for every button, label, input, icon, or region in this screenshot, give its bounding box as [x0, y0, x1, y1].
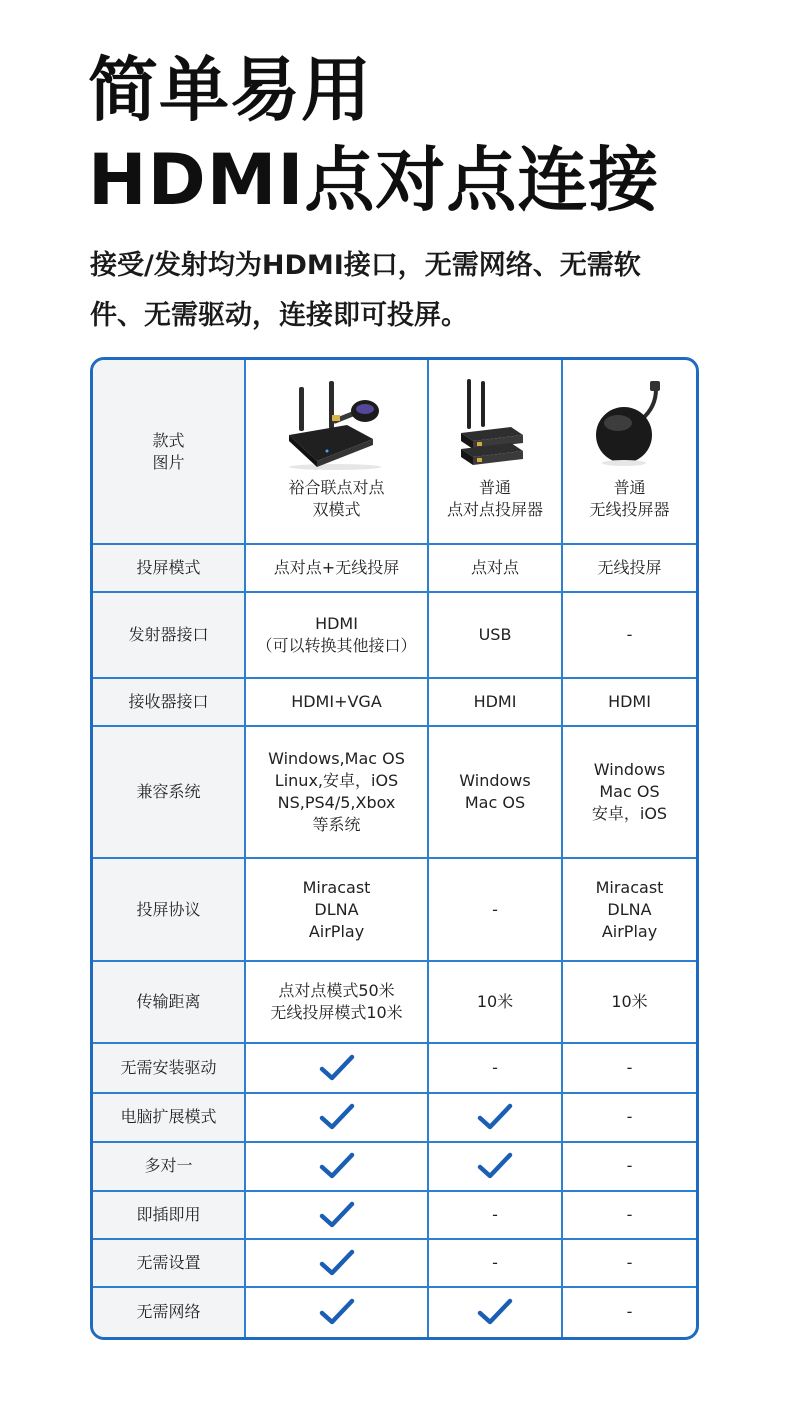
- row-no-driver: [93, 1043, 696, 1093]
- check-cell: [245, 1287, 428, 1337]
- check-cell: [428, 1287, 562, 1337]
- check-icon: [319, 1249, 355, 1277]
- check-cell: [245, 1239, 428, 1287]
- subtitle-line1: 接受/发射均为HDMI接口，无需网络、无需软: [90, 250, 641, 281]
- value-cell: -: [562, 1043, 696, 1093]
- row-label-cell: 传输距离: [93, 961, 245, 1043]
- comparison-table: [90, 357, 699, 1340]
- row-pc-extend-mode: [93, 1093, 696, 1142]
- row-label-cell: 投屏模式: [93, 544, 245, 592]
- value-cell: Windows,Mac OS Linux,安卓，iOS NS,PS4/5,Xbox 等系统: [245, 726, 428, 858]
- check-cell: [245, 1093, 428, 1142]
- row-transmission-distance: [93, 961, 696, 1043]
- value-cell: 10米: [428, 961, 562, 1043]
- row-no-network: [93, 1287, 696, 1337]
- check-cell: [245, 1142, 428, 1191]
- check-icon: [319, 1103, 355, 1131]
- check-cell: [245, 1043, 428, 1093]
- value-cell: 10米: [562, 961, 696, 1043]
- row-label-cell: 发射器接口: [93, 592, 245, 678]
- header-label-cell: 款式 图片: [93, 360, 245, 544]
- check-icon: [477, 1103, 513, 1131]
- check-icon: [319, 1201, 355, 1229]
- product-name: 裕合联点对点 双模式: [288, 478, 385, 520]
- check-icon: [319, 1152, 355, 1180]
- value-cell: -: [428, 858, 562, 960]
- product-cell-p2p: [428, 360, 562, 544]
- check-cell: [428, 1093, 562, 1142]
- check-cell: [245, 1191, 428, 1239]
- value-cell: -: [428, 1239, 562, 1287]
- page-title-line1: 简单易用: [88, 49, 372, 131]
- product-cell-dual-mode: [245, 360, 428, 544]
- row-transmitter-port: [93, 592, 696, 678]
- row-plug-and-play: [93, 1191, 696, 1239]
- value-cell: USB: [428, 592, 562, 678]
- value-cell: -: [562, 592, 696, 678]
- row-label-cell: 无需网络: [93, 1287, 245, 1337]
- value-cell: -: [428, 1191, 562, 1239]
- table-header-row: [93, 360, 696, 544]
- value-cell: HDMI+VGA: [245, 678, 428, 726]
- value-cell: -: [562, 1239, 696, 1287]
- value-cell: HDMI: [562, 678, 696, 726]
- value-cell: 点对点: [428, 544, 562, 592]
- row-label-cell: 电脑扩展模式: [93, 1093, 245, 1142]
- extender-antenna-image: [455, 379, 535, 471]
- row-label-cell: 多对一: [93, 1142, 245, 1191]
- row-no-setup: [93, 1239, 696, 1287]
- row-cast-mode: [93, 544, 696, 592]
- chromecast-dongle-image: [590, 379, 670, 471]
- value-cell: -: [428, 1043, 562, 1093]
- value-cell: Miracast DLNA AirPlay: [245, 858, 428, 960]
- check-cell: [428, 1142, 562, 1191]
- page-title-line2: HDMI点对点连接: [88, 139, 660, 221]
- router-dongle-image: [277, 379, 397, 471]
- product-name: 普通 无线投屏器: [589, 478, 670, 520]
- value-cell: Miracast DLNA AirPlay: [562, 858, 696, 960]
- value-cell: HDMI （可以转换其他接口）: [245, 592, 428, 678]
- value-cell: -: [562, 1142, 696, 1191]
- check-icon: [477, 1298, 513, 1326]
- value-cell: HDMI: [428, 678, 562, 726]
- row-cast-protocol: [93, 858, 696, 960]
- row-label-cell: 投屏协议: [93, 858, 245, 960]
- check-icon: [319, 1054, 355, 1082]
- value-cell: Windows Mac OS: [428, 726, 562, 858]
- row-label-cell: 接收器接口: [93, 678, 245, 726]
- subtitle-line2: 件、无需驱动，连接即可投屏。: [90, 300, 468, 331]
- check-icon: [319, 1298, 355, 1326]
- product-name: 普通 点对点投屏器: [446, 478, 543, 520]
- row-label-cell: 兼容系统: [93, 726, 245, 858]
- value-cell: 点对点模式50米 无线投屏模式10米: [245, 961, 428, 1043]
- value-cell: 点对点+无线投屏: [245, 544, 428, 592]
- value-cell: -: [562, 1093, 696, 1142]
- row-label-cell: 即插即用: [93, 1191, 245, 1239]
- value-cell: Windows Mac OS 安卓，iOS: [562, 726, 696, 858]
- value-cell: -: [562, 1287, 696, 1337]
- row-receiver-port: [93, 678, 696, 726]
- row-label-cell: 无需设置: [93, 1239, 245, 1287]
- row-compatible-systems: [93, 726, 696, 858]
- row-label-cell: 无需安装驱动: [93, 1043, 245, 1093]
- value-cell: 无线投屏: [562, 544, 696, 592]
- value-cell: -: [562, 1191, 696, 1239]
- product-cell-wireless: [562, 360, 696, 544]
- row-many-to-one: [93, 1142, 696, 1191]
- check-icon: [477, 1152, 513, 1180]
